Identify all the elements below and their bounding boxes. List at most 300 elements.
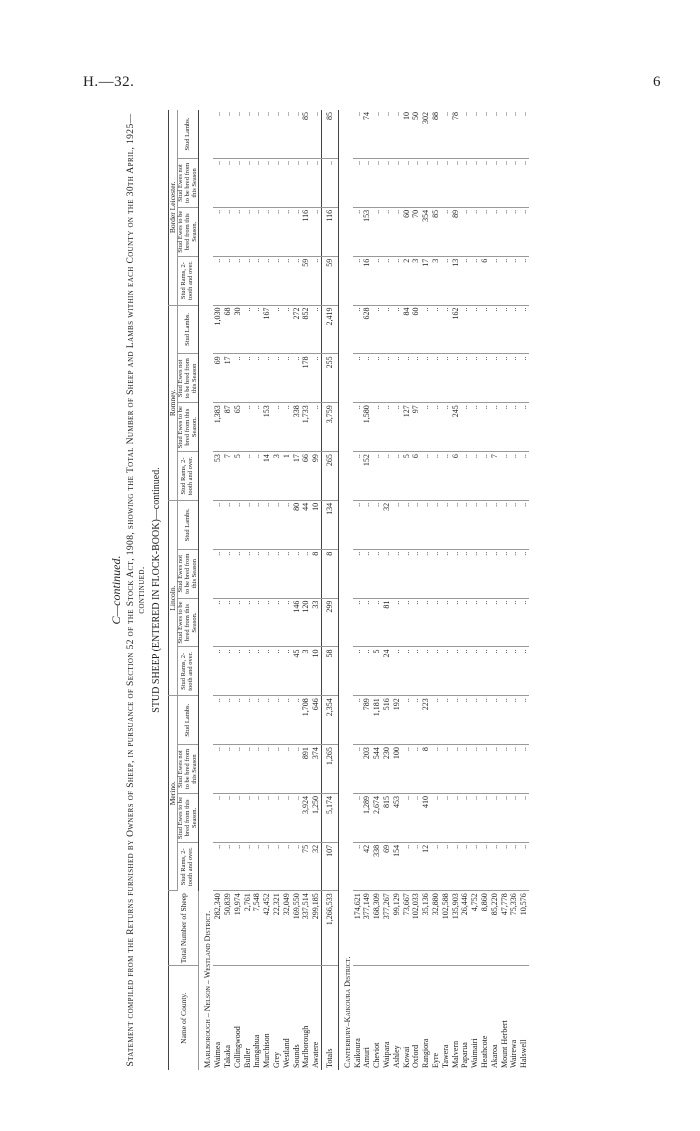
table-cell: .. (480, 452, 490, 501)
table-cell: .. (460, 207, 470, 256)
table-cell: .. (213, 158, 223, 207)
table-cell: .. (470, 794, 480, 843)
table-row (311, 110, 321, 1070)
sub-header: Stud Ewes to be bred from this Season. (178, 794, 199, 843)
table-header (169, 110, 199, 1070)
county-name: Cheviot (372, 1042, 382, 1068)
total-cell: 5,174 (322, 794, 339, 843)
table-cell: 45 (292, 647, 302, 696)
table-cell: .. (402, 158, 412, 207)
table-cell: .. (441, 256, 451, 305)
table-cell: .. (382, 403, 392, 452)
table-cell: 10,576 (519, 891, 529, 966)
table-cell: .. (372, 158, 382, 207)
table-cell: .. (500, 305, 510, 354)
table-cell: .. (519, 452, 529, 501)
table-cell: 24 (382, 647, 392, 696)
table-cell: .. (441, 354, 451, 403)
table-cell: .. (402, 354, 412, 403)
table-row (292, 110, 302, 1070)
table-cell: 69 (382, 842, 392, 890)
county-name: Akaroa (489, 1044, 499, 1068)
table-cell: 153 (362, 207, 372, 256)
table-cell: .. (500, 647, 510, 696)
table-row (382, 110, 392, 1070)
table-cell: .. (460, 598, 470, 647)
table-cell: .. (470, 598, 480, 647)
table-cell: .. (282, 842, 292, 890)
table-cell: 646 (311, 696, 321, 745)
table-cell: 5 (372, 647, 382, 696)
table-cell: .. (223, 647, 233, 696)
table-cell: .. (372, 500, 382, 549)
table-cell: 6 (451, 452, 461, 501)
table-cell: .. (480, 305, 490, 354)
table-cell: .. (500, 794, 510, 843)
sub-header: Stud Ewes to be bred from this Season. (178, 403, 199, 452)
table-cell: .. (460, 110, 470, 158)
table-row (353, 110, 363, 1070)
table-cell: .. (252, 647, 262, 696)
table-cell: .. (213, 794, 223, 843)
table-cell: .. (243, 794, 253, 843)
table-cell: .. (223, 549, 233, 598)
table-cell: .. (490, 354, 500, 403)
table-cell: .. (431, 403, 441, 452)
table-cell: .. (392, 500, 402, 549)
table-cell: .. (243, 305, 253, 354)
table-cell: .. (500, 207, 510, 256)
table-cell: .. (272, 256, 282, 305)
table-cell: .. (311, 110, 321, 158)
table-cell: .. (353, 256, 363, 305)
table-cell: .. (292, 549, 302, 598)
table-cell: .. (490, 158, 500, 207)
table-cell: .. (382, 110, 392, 158)
table-cell: .. (292, 745, 302, 794)
table-row (392, 110, 402, 1070)
table-row (223, 110, 233, 1070)
table-cell: .. (223, 158, 233, 207)
table-cell: 153 (262, 403, 272, 452)
table-row (431, 110, 441, 1070)
table-cell: .. (431, 745, 441, 794)
table-cell: .. (252, 403, 262, 452)
table-cell: .. (243, 745, 253, 794)
table-cell: .. (519, 647, 529, 696)
table-cell: .. (451, 598, 461, 647)
document-title: Statement compiled from the Returns furnished by Owners of Sheep, in pursuance of Section 52 of the Stock Act, 1908, showing the Total Number of Sheep and Lambs within each County on the 30th April, 1925—continued. (125, 113, 147, 1067)
table-cell: .. (372, 256, 382, 305)
table-cell: 85,220 (490, 891, 500, 966)
table-cell: .. (411, 794, 421, 843)
table-cell: .. (441, 207, 451, 256)
table-cell: 74 (362, 110, 372, 158)
table-cell: .. (353, 354, 363, 403)
sub-header: Stud Ewes not to be bred from this Season (178, 745, 199, 794)
table-cell: 97 (411, 403, 421, 452)
table-cell: .. (392, 549, 402, 598)
table-cell: .. (421, 452, 431, 501)
table-cell: .. (519, 305, 529, 354)
table-cell: .. (213, 207, 223, 256)
table-cell: .. (353, 794, 363, 843)
table-cell: .. (272, 794, 282, 843)
table-cell: .. (509, 842, 519, 890)
table-cell: .. (470, 403, 480, 452)
table-row (402, 110, 412, 1070)
table-cell: 1,289 (362, 794, 372, 843)
total-cell: 265 (322, 452, 339, 501)
table-cell: 33 (311, 598, 321, 647)
table-row (372, 110, 382, 1070)
table-cell: 70 (411, 207, 421, 256)
table-cell: .. (509, 354, 519, 403)
table-cell: 152 (362, 452, 372, 501)
table-cell: 230 (382, 745, 392, 794)
table-cell: .. (490, 696, 500, 745)
table-cell: .. (213, 842, 223, 890)
table-cell: .. (421, 647, 431, 696)
table-cell: 628 (362, 305, 372, 354)
table-row (441, 110, 451, 1070)
table-cell: .. (243, 598, 253, 647)
table-cell: 32 (311, 842, 321, 890)
sub-header: Stud Rams, 2-tooth and over. (178, 842, 199, 890)
table-cell: 42,452 (262, 891, 272, 966)
table-cell: .. (362, 158, 372, 207)
table-cell: .. (519, 403, 529, 452)
table-cell: .. (301, 549, 311, 598)
table-cell: .. (272, 354, 282, 403)
table-row (362, 110, 372, 1070)
table-cell: 4,752 (470, 891, 480, 966)
table-cell: .. (262, 354, 272, 403)
table-cell: 10 (311, 647, 321, 696)
table-cell: .. (353, 745, 363, 794)
table-cell: 75 (301, 842, 311, 890)
county-name: Tawera (440, 1044, 450, 1068)
table-cell: .. (500, 549, 510, 598)
table-cell: 32,049 (282, 891, 292, 966)
table-cell: .. (233, 256, 243, 305)
table-cell: .. (509, 207, 519, 256)
table-cell: .. (441, 110, 451, 158)
table-cell: .. (362, 549, 372, 598)
table-cell: .. (460, 549, 470, 598)
table-cell: .. (460, 500, 470, 549)
table-cell: .. (431, 500, 441, 549)
table-cell: .. (362, 647, 372, 696)
table-cell: .. (392, 256, 402, 305)
document-subtitle: STUD SHEEP (ENTERED IN FLOCK-BOOK)—continued. (150, 467, 162, 713)
table-cell: .. (470, 207, 480, 256)
table-cell: .. (272, 842, 282, 890)
table-cell: .. (480, 647, 490, 696)
county-name: Kowai (401, 1046, 411, 1068)
table-cell: .. (252, 110, 262, 158)
table-cell: .. (490, 403, 500, 452)
table-cell: .. (353, 305, 363, 354)
table-cell: .. (451, 158, 461, 207)
table-cell: .. (372, 110, 382, 158)
table-row (272, 110, 282, 1070)
table-cell: .. (243, 452, 253, 501)
table-cell: .. (460, 794, 470, 843)
col-total: Total Number of Sheep (169, 891, 199, 966)
table-cell: .. (272, 110, 282, 158)
county-name: Awatere (311, 1041, 321, 1068)
table-cell: .. (480, 500, 490, 549)
table-cell: .. (519, 256, 529, 305)
table-cell: .. (402, 647, 412, 696)
table-cell: .. (233, 794, 243, 843)
table-cell: .. (460, 842, 470, 890)
table-row (282, 110, 292, 1070)
table-cell: .. (480, 745, 490, 794)
table-cell: .. (233, 745, 243, 794)
table-cell: 66 (301, 452, 311, 501)
table-cell: .. (411, 354, 421, 403)
table-cell: 59 (301, 256, 311, 305)
table-cell: 162 (451, 305, 461, 354)
totals-label: Totals (322, 966, 339, 1070)
table-cell: .. (282, 158, 292, 207)
table-cell: 167 (262, 305, 272, 354)
table-cell: .. (451, 794, 461, 843)
table-cell: .. (233, 549, 243, 598)
table-cell: 7,548 (252, 891, 262, 966)
county-name: Rangiora (421, 1038, 431, 1068)
table-cell: .. (392, 403, 402, 452)
breed-lincoln: Lincoln. (169, 500, 178, 695)
table-cell: .. (411, 500, 421, 549)
table-cell: .. (262, 647, 272, 696)
table-cell: .. (402, 500, 412, 549)
table-cell: 68 (223, 305, 233, 354)
table-cell: .. (223, 207, 233, 256)
district-row (199, 110, 213, 1070)
table-cell: .. (480, 403, 490, 452)
table-cell: .. (490, 549, 500, 598)
table-cell: .. (451, 549, 461, 598)
table-cell: 1,708 (301, 696, 311, 745)
sub-header: Stud Lambs. (178, 500, 199, 549)
table-cell: .. (262, 256, 272, 305)
table-cell: .. (519, 794, 529, 843)
total-cell: 2,354 (322, 696, 339, 745)
table-row (233, 110, 243, 1070)
table-cell: 100 (392, 745, 402, 794)
table-cell: .. (243, 696, 253, 745)
total-cell: 59 (322, 256, 339, 305)
table-cell: .. (470, 354, 480, 403)
table-cell: .. (233, 842, 243, 890)
table-cell: .. (509, 110, 519, 158)
table-cell: .. (282, 549, 292, 598)
table-cell: 8,860 (480, 891, 490, 966)
table-cell: .. (372, 354, 382, 403)
table-cell: .. (441, 305, 451, 354)
table-cell: .. (411, 745, 421, 794)
table-cell: 272 (292, 305, 302, 354)
table-cell: .. (372, 305, 382, 354)
table-cell: .. (272, 403, 282, 452)
table-cell: .. (460, 696, 470, 745)
table-cell: .. (411, 696, 421, 745)
table-cell: 789 (362, 696, 372, 745)
table-cell: .. (292, 207, 302, 256)
total-cell: 255 (322, 354, 339, 403)
table-row (460, 110, 470, 1070)
table-cell: .. (353, 207, 363, 256)
table-cell: .. (282, 745, 292, 794)
table-cell: .. (252, 842, 262, 890)
table-cell: .. (382, 452, 392, 501)
table-cell: .. (233, 500, 243, 549)
table-cell: 12 (421, 842, 431, 890)
total-cell: 2,419 (322, 305, 339, 354)
table-cell: 1,181 (372, 696, 382, 745)
table-cell: 17 (421, 256, 431, 305)
table-cell: .. (519, 549, 529, 598)
sub-header: Stud Rams, 2-tooth and over. (178, 452, 199, 501)
table-cell: 1,733 (301, 403, 311, 452)
table-cell: .. (282, 403, 292, 452)
table-cell: 5 (402, 452, 412, 501)
table-cell: .. (272, 598, 282, 647)
table-cell: 65 (233, 403, 243, 452)
table-cell: .. (411, 598, 421, 647)
table-cell: .. (470, 745, 480, 794)
table-cell: .. (460, 256, 470, 305)
table-cell: 22,321 (272, 891, 282, 966)
table-cell: .. (213, 549, 223, 598)
table-cell: .. (392, 110, 402, 158)
table-cell: .. (311, 158, 321, 207)
table-cell: 120 (301, 598, 311, 647)
table-cell: .. (252, 256, 262, 305)
district-name: Marlborough – Nelson – Westland District. (203, 910, 213, 1068)
table-cell: .. (213, 598, 223, 647)
table-cell: .. (272, 647, 282, 696)
table-cell: .. (311, 305, 321, 354)
table-cell: .. (500, 452, 510, 501)
table-cell: .. (353, 696, 363, 745)
county-name: Grey (272, 1052, 282, 1068)
county-name: Heathcote (479, 1035, 489, 1068)
county-name: Murchison (262, 1033, 272, 1068)
table-cell: .. (223, 110, 233, 158)
table-cell: .. (509, 696, 519, 745)
table-cell: .. (470, 158, 480, 207)
table-cell: 1,383 (213, 403, 223, 452)
table-cell: 44 (301, 500, 311, 549)
table-cell: .. (519, 696, 529, 745)
table-cell: 60 (402, 207, 412, 256)
table-cell: .. (421, 403, 431, 452)
table-cell: 80 (292, 500, 302, 549)
table-cell: 10 (311, 500, 321, 549)
table-cell: 3 (431, 256, 441, 305)
table-cell: .. (353, 500, 363, 549)
table-cell: .. (460, 745, 470, 794)
table-cell: .. (262, 549, 272, 598)
county-name: Sounds (291, 1044, 301, 1068)
table-cell: .. (213, 110, 223, 158)
table-row (470, 110, 480, 1070)
table-cell: 282,340 (213, 891, 223, 966)
table-cell: .. (223, 794, 233, 843)
county-name: Waipara (382, 1041, 391, 1068)
table-cell: 891 (301, 745, 311, 794)
table-cell: 8 (421, 745, 431, 794)
table-cell: 53 (213, 452, 223, 501)
table-cell: .. (490, 110, 500, 158)
sub-header: Stud Ewes to be bred from this Season. (178, 207, 199, 256)
table-cell: .. (470, 110, 480, 158)
table-cell: 2 (402, 256, 412, 305)
county-name: Mount Herbert (499, 1020, 509, 1068)
table-cell: .. (252, 207, 262, 256)
county-name: Takaka (223, 1045, 233, 1068)
table-cell: .. (480, 696, 490, 745)
table-cell: .. (353, 158, 363, 207)
table-cell: .. (460, 354, 470, 403)
county-name: Oxford (411, 1044, 421, 1068)
table-cell: .. (272, 500, 282, 549)
sub-header: Stud Ewes not to be bred from this Season (178, 158, 199, 207)
table-cell: 302 (421, 110, 431, 158)
table-cell: .. (311, 256, 321, 305)
table-cell: .. (470, 696, 480, 745)
table-cell: .. (480, 598, 490, 647)
table-cell: 516 (382, 696, 392, 745)
table-cell: .. (441, 842, 451, 890)
table-cell: 102,588 (441, 891, 451, 966)
table-cell: .. (490, 207, 500, 256)
table-cell: .. (490, 500, 500, 549)
table-cell: .. (282, 696, 292, 745)
total-cell: 116 (322, 207, 339, 256)
table-cell: 5 (233, 452, 243, 501)
county-name: Waimea (213, 1041, 223, 1068)
table-cell: .. (292, 842, 302, 890)
table-cell: 19,974 (233, 891, 243, 966)
title-block (110, 110, 162, 1070)
table-cell: .. (252, 696, 262, 745)
table-cell: .. (431, 598, 441, 647)
table-cell: .. (243, 403, 253, 452)
table-cell: 99 (311, 452, 321, 501)
table-cell: .. (292, 794, 302, 843)
table-cell: 10 (402, 110, 412, 158)
table-cell: .. (431, 647, 441, 696)
title-continued: C—continued. (109, 555, 123, 625)
table-cell: .. (392, 598, 402, 647)
table-cell: 60 (411, 305, 421, 354)
table-cell: .. (509, 647, 519, 696)
table-cell: .. (519, 354, 529, 403)
table-cell: .. (460, 305, 470, 354)
county-name: Ashley (391, 1045, 401, 1068)
table-cell: .. (441, 403, 451, 452)
table-cell: .. (519, 745, 529, 794)
table-cell: 73,667 (402, 891, 412, 966)
county-name: Waimairi (470, 1038, 480, 1068)
table-cell: .. (451, 647, 461, 696)
table-cell: .. (223, 745, 233, 794)
